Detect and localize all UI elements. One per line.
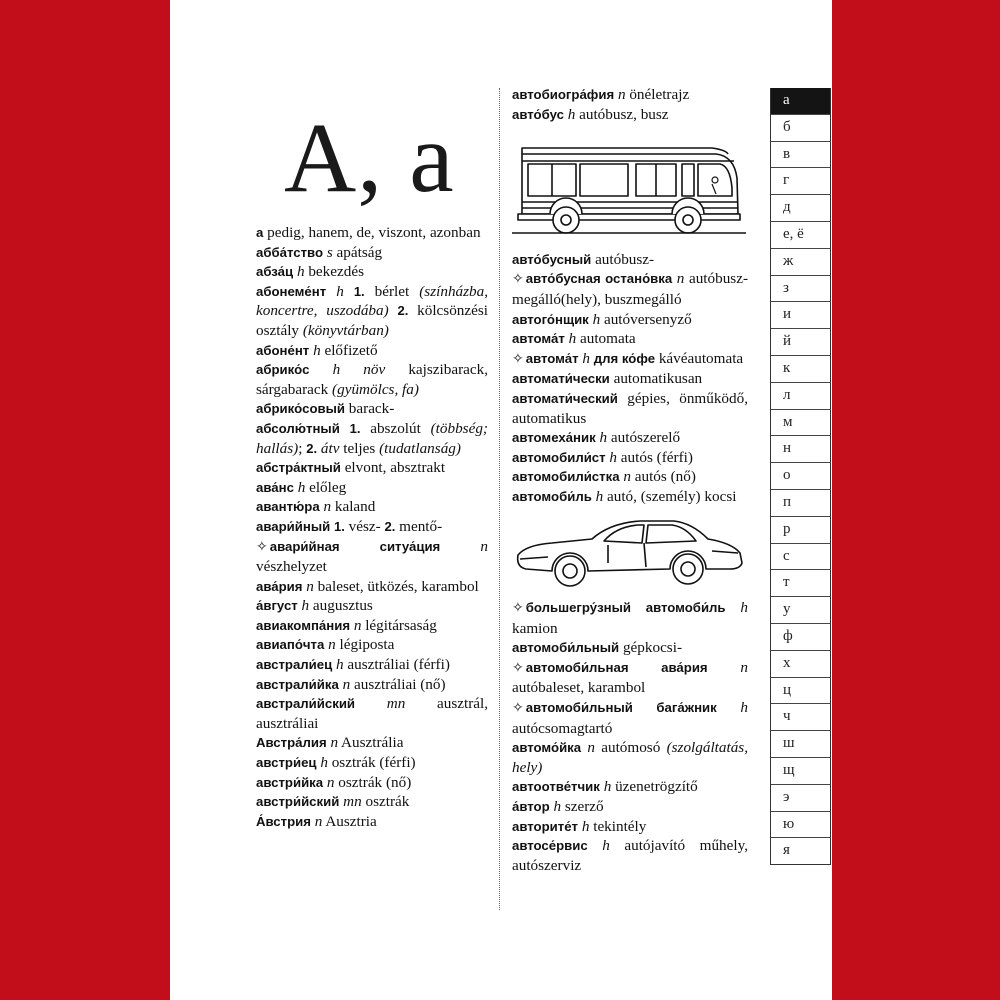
entry-definition: pedig, hanem, de, viszont, azonban [267, 224, 481, 241]
entry-headword: ава́рия [256, 578, 303, 594]
entry-definition: ausztráliai (férfi) [347, 656, 450, 674]
entry-definition-part: növ [363, 361, 386, 379]
phrase-diamond-icon: ✧ [256, 539, 268, 555]
column-divider [499, 88, 500, 910]
entry-headword: авто́бусная остано́вка [525, 271, 673, 287]
dictionary-entry [512, 698, 748, 738]
entry-definition-part: 2. [306, 440, 318, 456]
alphabet-tab[interactable]: у [771, 597, 830, 624]
dictionary-entry [256, 223, 488, 243]
alphabet-tab[interactable]: и [771, 302, 830, 329]
entry-headword: А́встрия [256, 813, 311, 829]
dictionary-entry [256, 262, 488, 282]
entry-headword: автомо́йка [512, 740, 582, 756]
dictionary-entry [256, 282, 488, 341]
entry-grammar: h [553, 798, 562, 816]
entry-definition: előleg [309, 478, 347, 496]
entry-definition: légiposta [339, 636, 395, 654]
entry-grammar: h [336, 282, 344, 300]
alphabet-tab[interactable]: ч [771, 704, 830, 731]
entry-headword: авиакомпа́ния [256, 617, 351, 633]
bus-illustration-wrap [512, 128, 748, 246]
entry-definition: kamion [512, 619, 558, 637]
entry-definition: autós (nő) [634, 468, 696, 486]
alphabet-tab[interactable]: т [771, 570, 830, 597]
alphabet-tab[interactable]: ц [771, 678, 830, 705]
entry-headword: а́втор [512, 799, 550, 815]
entry-definition: Ausztria [325, 812, 377, 830]
entry-grammar: h [592, 310, 601, 328]
entry-headword: автомоби́льный бага́жник [525, 700, 717, 716]
entry-headword: австри́йка [256, 774, 324, 790]
dictionary-entry [256, 478, 488, 498]
entry-headword: австрали́йский [256, 696, 356, 712]
dictionary-entry [256, 517, 488, 537]
entry-headword: абстра́ктный [256, 460, 341, 476]
dictionary-entry [512, 329, 748, 349]
entry-definition: autóbusz, busz [579, 105, 669, 123]
entry-grammar: h [567, 105, 576, 123]
entry-grammar: h [336, 656, 344, 674]
alphabet-tab[interactable]: с [771, 544, 830, 571]
dictionary-entry [256, 792, 488, 812]
entry-definition: osztrák [365, 793, 410, 811]
entry-headword: абонеме́нт [256, 283, 327, 299]
entry-definition: baleset, ütközés, karambol [317, 577, 479, 595]
alphabet-tab[interactable]: щ [771, 758, 830, 785]
entry-headword: автоотве́тчик [512, 779, 600, 795]
dictionary-column-right [512, 85, 748, 875]
alphabet-index [770, 88, 831, 865]
entry-definition: autószerelő [610, 429, 681, 447]
entry-definition-part: 1. [353, 283, 365, 299]
entry-definition: autójavító műhely, autószerviz [512, 837, 749, 874]
dictionary-entry [256, 733, 488, 753]
entry-grammar: h [740, 599, 748, 617]
entry-headword: абза́ц [256, 264, 294, 280]
entry-grammar: h [602, 837, 610, 855]
entry-headword: автомобили́ст [512, 449, 606, 465]
entry-headword: авари́йный [256, 518, 331, 534]
dictionary-entry [256, 243, 488, 263]
entry-headword: автомати́ческий [512, 390, 618, 406]
entry-grammar: n [326, 773, 335, 791]
dictionary-entry [512, 817, 748, 837]
entry-grammar: n [617, 86, 626, 103]
phrase-diamond-icon: ✧ [512, 351, 524, 367]
alphabet-tab[interactable]: п [771, 490, 830, 517]
car-illustration-wrap [512, 511, 748, 595]
entry-definition: gépkocsi- [622, 639, 682, 657]
dictionary-entry [256, 497, 488, 517]
entry-grammar: h [581, 817, 590, 835]
dictionary-entry [256, 596, 488, 616]
entry-definition: apátság [336, 243, 383, 261]
dictionary-entry [512, 797, 748, 817]
entry-headword: автомати́чески [512, 371, 610, 387]
dictionary-entry [256, 812, 488, 832]
dictionary-entry [256, 694, 488, 733]
dictionary-entry [256, 675, 488, 695]
entry-headword: автомобили́стка [512, 469, 620, 485]
entry-headword: автомеха́ник [512, 430, 596, 446]
entry-definition-part: átv [320, 439, 340, 457]
entry-headword: авиапо́чта [256, 637, 325, 653]
entry-headword: автома́т [525, 350, 579, 366]
dictionary-entry [256, 753, 488, 773]
entry-headword: а́вгуст [256, 598, 298, 614]
dictionary-entry [256, 399, 488, 419]
alphabet-tab[interactable]: в [771, 142, 830, 169]
entry-definition: vészhelyzet [256, 558, 327, 576]
entry-grammar: h [313, 341, 321, 359]
entry-headword: большегру́зный автомоби́ль [525, 600, 726, 616]
entry-headword: абсолю́тный [256, 420, 340, 436]
dictionary-column-left [256, 223, 488, 831]
entry-definition: autócsomagtartó [512, 719, 613, 737]
entry-grammar: h [582, 349, 590, 367]
alphabet-tab[interactable]: а [771, 88, 830, 115]
entry-headword: автомоби́ль [512, 488, 592, 504]
entry-definition: növ kajszibarack, sárgabarack (gyümölcs, fa) [256, 361, 489, 398]
entry-headword: австри́ец [256, 755, 317, 771]
dictionary-entry [512, 777, 748, 797]
entry-definition-part: 2. [397, 303, 409, 319]
entry-definition: szerző [564, 798, 604, 816]
entry-grammar: n [740, 658, 748, 676]
entry-definition-part: 1. [349, 420, 361, 436]
alphabet-tab[interactable]: р [771, 517, 830, 544]
entry-headword: абоне́нт [256, 342, 310, 358]
entry-definition: ausztráliai (nő) [354, 675, 446, 693]
alphabet-tab[interactable]: е, ё [771, 222, 830, 249]
entry-grammar: h [599, 429, 608, 447]
entry-definition-part: (színházba, koncertre, uszodába) [256, 282, 489, 320]
phrase-diamond-icon: ✧ [512, 272, 524, 288]
entry-definition: 1. vész- 2. mentő- [334, 517, 443, 535]
entry-definition: autóbusz-megálló(hely), buszmegálló [512, 270, 749, 308]
dictionary-entry [256, 458, 488, 478]
entry-definition: elvont, absztrakt [344, 459, 446, 477]
alphabet-tab[interactable]: х [771, 651, 830, 678]
entry-definition: autóbaleset, karambol [512, 679, 646, 697]
entry-definition: kávéautomata [658, 349, 744, 367]
entry-grammar: n [328, 636, 336, 654]
entry-grammar: n [587, 739, 595, 757]
alphabet-tab[interactable]: я [771, 838, 830, 865]
dictionary-entry [512, 310, 748, 330]
dictionary-entry [256, 577, 488, 597]
dictionary-entry [512, 638, 748, 658]
car-illustration [512, 511, 748, 589]
dictionary-entry [512, 487, 748, 507]
entry-headword: Австра́лия [256, 735, 327, 751]
entry-definition-part: (tudatlanság) [379, 439, 461, 457]
entry-grammar: h [568, 330, 577, 348]
bus-illustration [512, 128, 746, 240]
entry-headword: австри́йский [256, 794, 340, 810]
alphabet-tab[interactable]: д [771, 195, 830, 222]
dictionary-entry [512, 349, 748, 370]
entry-grammar: n [623, 468, 631, 486]
dictionary-entry [256, 360, 488, 399]
entry-grammar: h [332, 361, 341, 379]
entry-definition: Ausztrália [341, 734, 404, 752]
entry-definition: előfizető [324, 341, 378, 359]
entry-definition: automatikusan [613, 370, 703, 388]
entry-headword: автого́нщик [512, 311, 589, 327]
phrase-diamond-icon: ✧ [512, 660, 524, 676]
dictionary-entry [256, 537, 488, 577]
dictionary-entry [512, 369, 748, 389]
entry-headword: абба́тство [256, 244, 324, 260]
entry-headword: австрали́йка [256, 676, 339, 692]
phrase-diamond-icon: ✧ [512, 601, 524, 617]
entry-definition: gépies, önműködő, automatikus [512, 389, 748, 427]
entry-definition: kaland [334, 498, 376, 516]
dictionary-entry [512, 658, 748, 698]
entry-definition-part: 1. [334, 518, 345, 534]
dictionary-entry [512, 85, 748, 105]
entry-definition: autóversenyző [603, 310, 692, 328]
entry-grammar: mn [386, 695, 406, 713]
alphabet-tab[interactable]: э [771, 785, 830, 812]
entry-grammar: n [314, 812, 323, 830]
entry-definition: 1. bérlet (színházba, koncertre, uszodába) 2. kölcsönzési osztály (könyvtárban) [256, 282, 489, 339]
entry-grammar: mn [343, 793, 362, 811]
entry-grammar: h [740, 699, 749, 717]
alphabet-tab[interactable]: к [771, 356, 830, 383]
entry-headword: а [256, 225, 264, 240]
dictionary-entry [512, 428, 748, 448]
dictionary-entry [512, 448, 748, 468]
entry-definition: üzenetrögzítő [615, 778, 698, 796]
alphabet-tab[interactable]: о [771, 463, 830, 490]
entry-headword: абрико́совый [256, 401, 345, 417]
entry-headword: авто́бусный [512, 251, 592, 267]
entry-headword: автобиогра́фия [512, 87, 615, 102]
dictionary-entry [512, 250, 748, 270]
alphabet-tab[interactable]: ф [771, 624, 830, 651]
entry-definition: tekintély [593, 817, 647, 835]
dictionary-entry [512, 105, 748, 125]
entry-headword: австрали́ец [256, 657, 333, 673]
dictionary-entry [256, 773, 488, 793]
entry-definition: osztrák (férfi) [331, 754, 416, 772]
alphabet-tab[interactable]: ш [771, 731, 830, 758]
alphabet-tab[interactable]: л [771, 383, 830, 410]
entry-definition: 1. abszolút (többség; hallás); 2. átv teljes (tudatlanság) [256, 419, 488, 457]
entry-grammar: n [353, 616, 362, 634]
section-letter-title: А, а [284, 102, 455, 213]
entry-headword: автомоби́льный [512, 640, 620, 656]
entry-definition-part: (szolgáltatás, hely) [512, 739, 749, 776]
alphabet-tab[interactable]: б [771, 115, 830, 142]
dictionary-entry [256, 341, 488, 361]
entry-definition: barack- [348, 400, 395, 418]
entry-definition: autómosó (szolgáltatás, hely) [512, 739, 749, 776]
entry-headword-extra: для ко́фе [593, 350, 656, 366]
dictionary-entry [256, 419, 488, 458]
entry-grammar: n [323, 498, 332, 516]
entry-definition-part: (gyümölcs, fa) [332, 380, 419, 398]
entry-grammar: n [306, 577, 314, 595]
dictionary-entry [512, 467, 748, 487]
entry-headword: авторите́т [512, 818, 579, 834]
entry-definition: automata [580, 330, 636, 348]
entry-definition-part: 2. [384, 518, 396, 534]
entry-grammar: n [676, 270, 685, 288]
entry-grammar: n [342, 675, 351, 693]
entry-grammar: h [603, 778, 612, 796]
dictionary-entry [512, 269, 748, 309]
dictionary-entry [256, 655, 488, 675]
alphabet-tab[interactable]: м [771, 410, 830, 437]
entry-headword: авто́бус [512, 106, 564, 122]
entry-headword: ава́нс [256, 479, 294, 495]
entry-definition: ausztrál, ausztráliai [256, 695, 489, 732]
dictionary-entry [512, 598, 748, 638]
dictionary-entry [256, 616, 488, 636]
entry-definition-part: (többség; hallás) [256, 419, 488, 457]
entry-definition: bekezdés [308, 263, 364, 281]
dictionary-entry [512, 738, 748, 777]
alphabet-tab[interactable]: й [771, 329, 830, 356]
dictionary-entry [256, 635, 488, 655]
entry-grammar: h [609, 448, 617, 466]
entry-definition: autóbusz- [595, 250, 655, 268]
dictionary-entry [512, 836, 748, 875]
entry-grammar: n [330, 734, 339, 752]
entry-grammar: n [480, 537, 488, 555]
entry-headword: автомоби́льная ава́рия [525, 659, 708, 675]
entry-grammar: h [320, 754, 328, 772]
entry-headword: автома́т [512, 331, 565, 347]
alphabet-tab[interactable]: г [771, 168, 830, 195]
dictionary-entry [512, 389, 748, 428]
alphabet-tab[interactable]: ж [771, 249, 830, 276]
entry-headword: абрико́с [256, 362, 310, 378]
entry-headword: автосе́рвис [512, 838, 588, 854]
entry-grammar: h [595, 487, 604, 505]
entry-definition: légitársaság [365, 616, 437, 634]
entry-headword: авари́йная ситуа́ция [269, 538, 441, 554]
entry-headword: авантю́ра [256, 499, 320, 515]
entry-definition: autós (férfi) [620, 448, 693, 466]
phrase-diamond-icon: ✧ [512, 701, 524, 717]
entry-grammar: h [296, 263, 305, 281]
entry-grammar: h [297, 478, 306, 496]
entry-definition: önéletrajz [629, 86, 690, 103]
entry-definition: osztrák (nő) [338, 773, 412, 791]
alphabet-tab[interactable]: н [771, 436, 830, 463]
entry-definition-part: (könyvtárban) [302, 321, 389, 339]
entry-definition: autó, (személy) kocsi [607, 487, 737, 505]
entry-grammar: s [326, 243, 333, 261]
entry-definition: augusztus [312, 597, 373, 615]
alphabet-tab[interactable]: ю [771, 812, 830, 839]
alphabet-tab[interactable]: з [771, 276, 830, 303]
entry-grammar: h [301, 597, 310, 615]
